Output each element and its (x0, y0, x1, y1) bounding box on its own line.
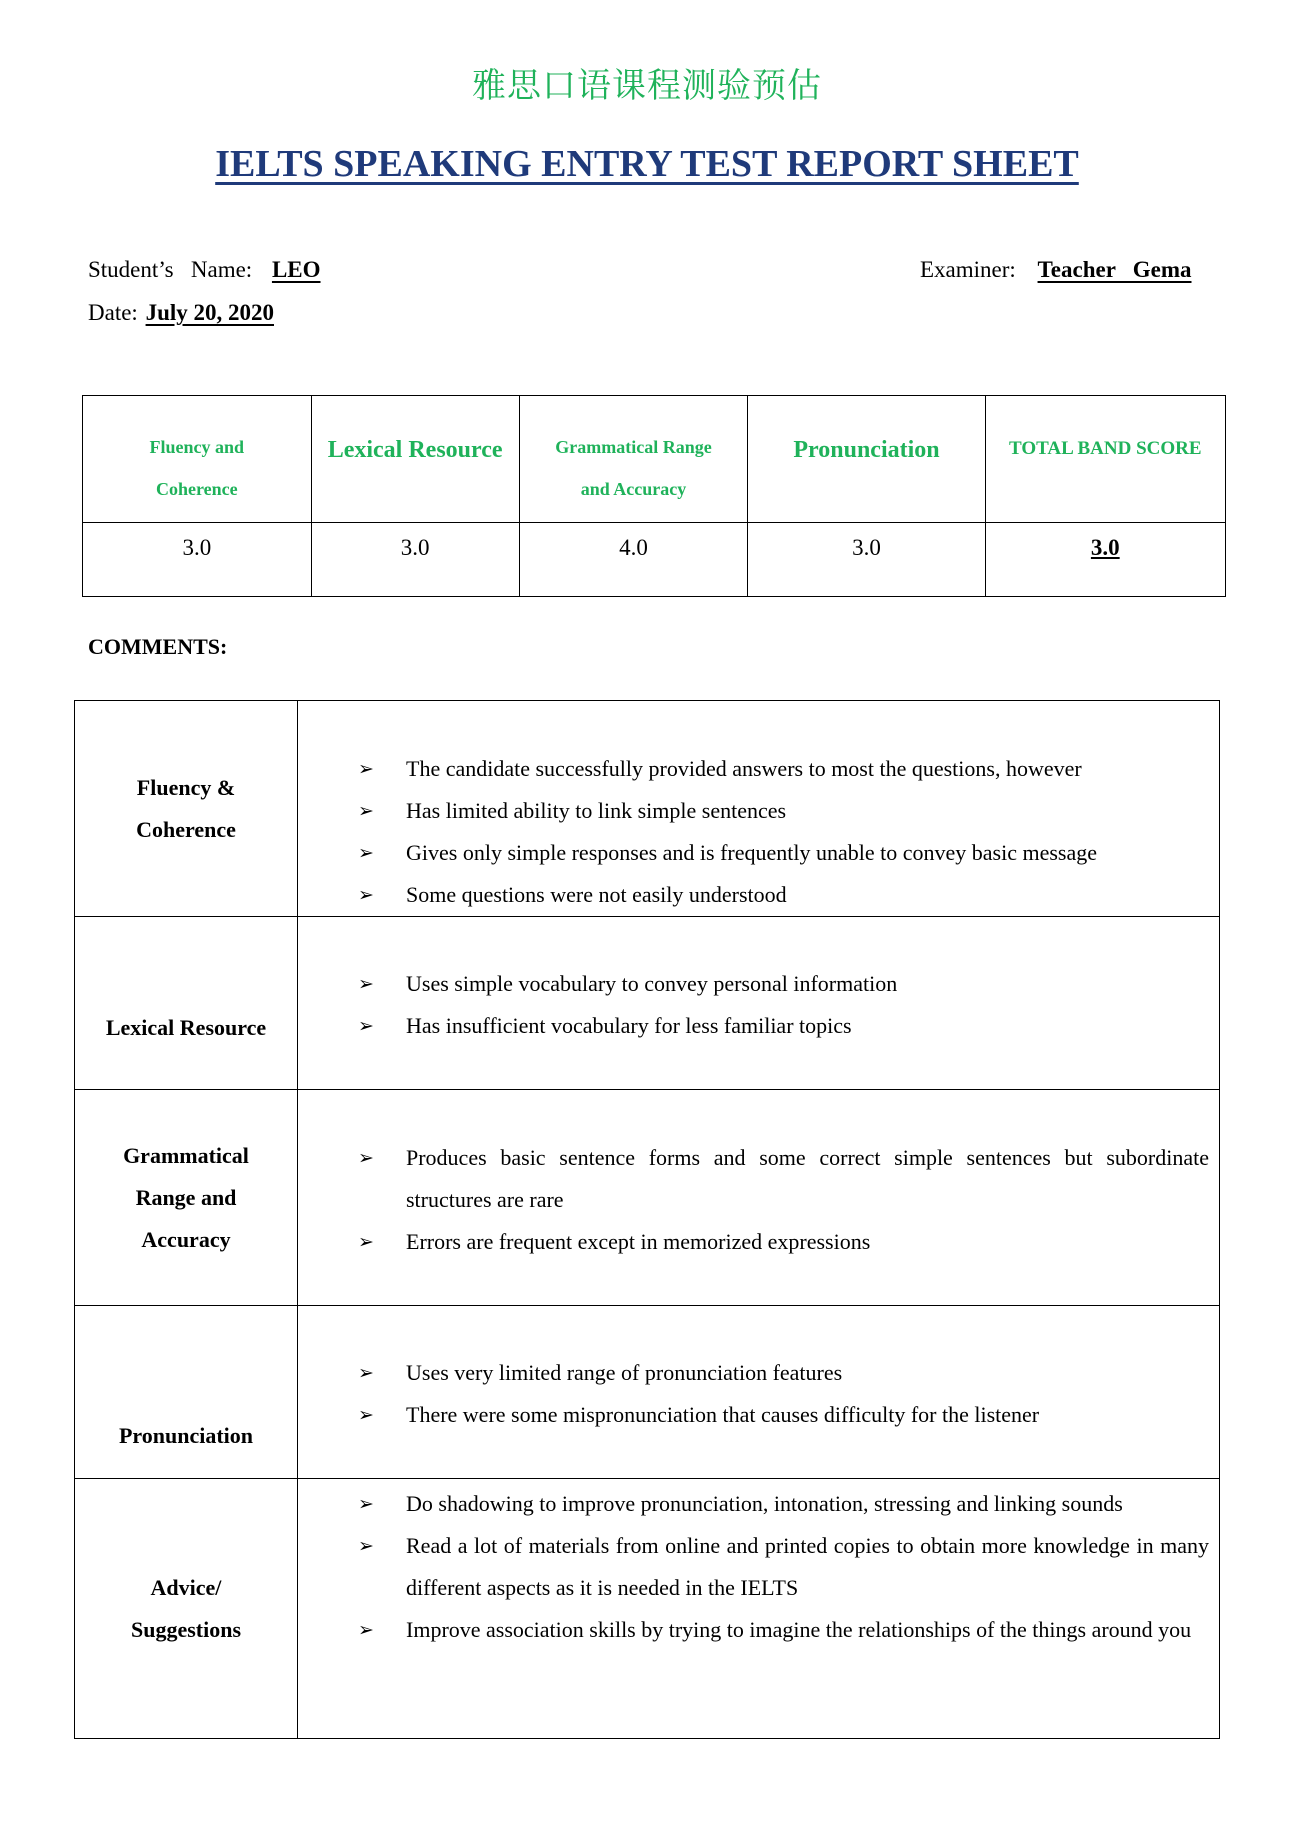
examiner-row (920, 257, 1192, 283)
list-item: ➢ Read a lot of materials from online and printed copies to obtain more knowledge in many different aspects as it is needed in the IELTS (358, 1525, 1209, 1609)
comment-label-fluency: Fluency & Coherence (75, 701, 298, 917)
score-lexical: 3.0 (311, 523, 519, 597)
score-total: 3.0 (985, 523, 1225, 597)
date-label: Date: (88, 300, 138, 325)
comment-row-advice (75, 1479, 1220, 1739)
student-name-value: LEO (271, 257, 321, 282)
score-table (82, 395, 1226, 597)
comments-label: COMMENTS: (88, 634, 228, 659)
list-item: ➢ There were some mispronunciation that causes difficulty for the listener (358, 1394, 1209, 1436)
list-item: ➢ The candidate successfully provided answers to most the questions, however (358, 748, 1209, 790)
score-header-row (83, 396, 1226, 523)
comment-body-fluency (298, 701, 1220, 917)
list-item: ➢ Has limited ability to link simple sentences (358, 790, 1209, 832)
comment-label-grammar: Grammatical Range and Accuracy (75, 1090, 298, 1306)
examiner-label: Examiner: (920, 257, 1016, 282)
list-item: ➢ Uses very limited range of pronunciation features (358, 1352, 1209, 1394)
list-item: ➢ Improve association skills by trying to imagine the relationships of the things around you (358, 1609, 1209, 1651)
header-fluency: Fluency and Coherence (83, 396, 312, 523)
list-item: ➢ Some questions were not easily understood (358, 874, 1209, 916)
student-name-row (88, 257, 343, 283)
score-grammar: 4.0 (519, 523, 748, 597)
comment-row-grammar (75, 1090, 1220, 1306)
list-item: ➢ Has insufficient vocabulary for less familiar topics (358, 1005, 1209, 1047)
header-pronunciation: Pronunciation (748, 396, 985, 523)
list-item: ➢ Gives only simple responses and is frequently unable to convey basic message (358, 832, 1209, 874)
comment-body-grammar (298, 1090, 1220, 1306)
score-fluency: 3.0 (83, 523, 312, 597)
report-title: IELTS SPEAKING ENTRY TEST REPORT SHEET (215, 143, 1079, 185)
list-item: ➢ Uses simple vocabulary to convey personal information (358, 963, 1209, 1005)
comment-row-lexical (75, 917, 1220, 1090)
comment-label-lexical: Lexical Resource (75, 917, 298, 1090)
comment-body-lexical (298, 917, 1220, 1090)
list-item: ➢ Do shadowing to improve pronunciation, intonation, stressing and linking sounds (358, 1483, 1209, 1525)
list-item: ➢ Errors are frequent except in memorized expressions (358, 1221, 1209, 1263)
header-lexical: Lexical Resource (311, 396, 519, 523)
comment-body-advice (298, 1479, 1220, 1739)
header-grammar: Grammatical Range and Accuracy (519, 396, 748, 523)
date-value: July 20, 2020 (145, 300, 274, 325)
list-item: ➢ Produces basic sentence forms and some correct simple sentences but subordinate structures are rare (358, 1137, 1209, 1221)
score-values-row (83, 523, 1226, 597)
comments-table (74, 700, 1220, 1739)
comment-label-advice: Advice/ Suggestions (75, 1479, 298, 1739)
comment-row-fluency (75, 701, 1220, 917)
comment-body-pronunciation (298, 1306, 1220, 1479)
comment-row-pronunciation (75, 1306, 1220, 1479)
score-pronunciation: 3.0 (748, 523, 985, 597)
header-total: TOTAL BAND SCORE (985, 396, 1225, 523)
examiner-value: Teacher Gema (1037, 257, 1192, 282)
chinese-title: 雅思口语课程测验预估 (472, 66, 822, 106)
date-row (88, 300, 274, 326)
student-name-label: Student’s Name: (88, 257, 253, 282)
comment-label-pronunciation: Pronunciation (75, 1306, 298, 1479)
